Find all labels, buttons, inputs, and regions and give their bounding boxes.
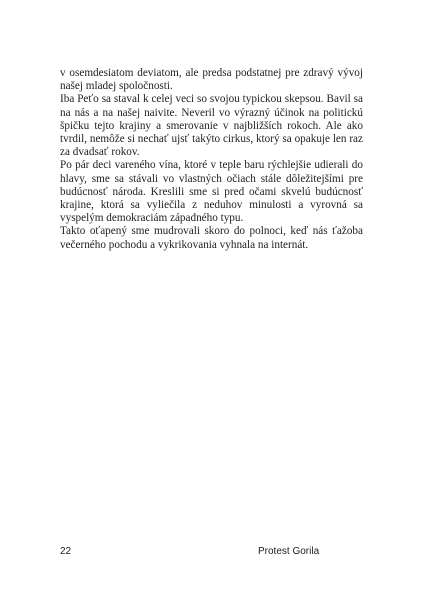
paragraph-3: Po pár deci vareného vína, ktoré v teple baru rýchlejšie udierali do hlavy, sme sa stávali vo vlastných očiach stále dôležitejšími pre budúcnosť národa. Kreslili sme si pred očami skvelú budúcnosť krajine, ktorá sa vyliečila z neduhov minulosti a vyrovná sa vyspelým demokraciám západného typu. — [60, 159, 363, 225]
body-text — [60, 67, 363, 252]
paragraph-2: Iba Peťo sa staval k celej veci so svojou typickou skepsou. Bavil sa na nás a na našej naivite. Neveril vo výrazný účinok na politickú špičku tejto krajiny a smerovanie v najbližších rokoch. Ale ako tvrdil, nemôže si nechať ujsť takýto cirkus, ktorý sa opakuje len raz za dvadsať rokov. — [60, 93, 363, 159]
book-title: Protest Gorila — [258, 546, 320, 557]
paragraph-1: v osemdesiatom deviatom, ale predsa podstatnej pre zdravý vývoj našej mladej spoločnosti. — [60, 67, 363, 93]
page-number: 22 — [60, 546, 72, 557]
paragraph-4: Takto oťapený sme mudrovali skoro do polnoci, keď nás ťažoba večerného pochodu a vykrikovania vyhnala na internát. — [60, 225, 363, 251]
